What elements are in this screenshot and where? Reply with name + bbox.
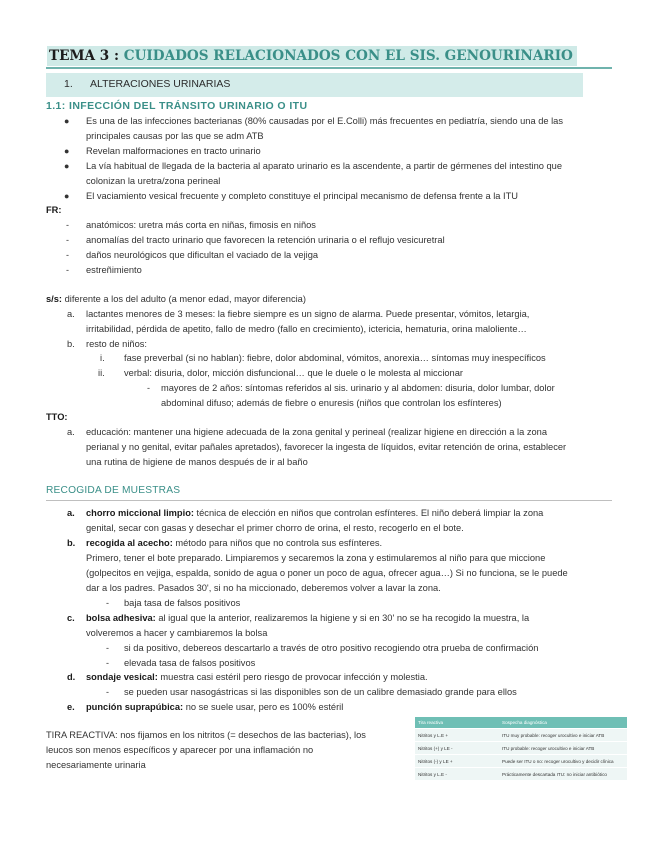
list-marker: c. [67, 613, 75, 623]
recogida-d-dash: se pueden usar nasogástricas si las disponibles son de un calibre demasiado grande para ellos [124, 687, 517, 697]
table-cell: Nitritos y L.E + [415, 729, 499, 742]
dash-marker: - [66, 265, 69, 275]
recogida-d-term: sondaje vesical: [86, 672, 158, 682]
dash-marker: - [66, 250, 69, 260]
bullet-text: colonizan la uretra/zona perineal [86, 176, 221, 186]
bullet-text: Es una de las infecciones bacterianas (80% causadas por el E.Colli) más frecuentes en pediatría, siendo una de las [86, 116, 564, 126]
section-label: ALTERACIONES URINARIAS [90, 78, 231, 90]
table-cell: Nitritos (-) y LE + [415, 755, 499, 768]
fr-item: anatómicos: uretra más corta en niñas, fimosis en niños [86, 220, 316, 230]
recogida-c-dash: elevada tasa de falsos positivos [124, 658, 256, 668]
recogida-c-text: volveremos a hacer y cambiaremos la bolsa [86, 628, 268, 638]
table-header-row [415, 717, 627, 729]
list-marker: e. [67, 702, 75, 712]
ss-a-text: irritabilidad, pérdida de apetito, fallo de medro (fallo en crecimiento), ictericia, hematuria, orina maloliente… [86, 324, 527, 334]
recogida-a-desc: técnica de elección en niños que controlan esfínteres. El niño deberá limpiar la zona [193, 508, 544, 518]
ss-label: s/s: [46, 294, 63, 304]
table-cell: Prácticamente descartada ITU: no iniciar antibiótico [499, 768, 627, 781]
tto-text: perianal y no genital, evitar pañales apretados), favorecer la ingesta de líquidos, evitar retención de orina, establecer [86, 442, 567, 452]
recogida-heading: RECOGIDA DE MUESTRAS [46, 485, 181, 496]
bullet-dot: ● [64, 116, 70, 126]
tto-label: TTO: [46, 412, 68, 422]
list-marker: ii. [98, 368, 105, 378]
table-row [415, 742, 627, 755]
dash-marker: - [106, 658, 109, 668]
table-header-cell: Sospecha diagnóstica [499, 717, 627, 729]
recogida-b-text: (golpecitos en vejiga, espalda, sonido de agua o poner un poco de agua, ofrecer agua…) Si no funciona, se le puede [86, 568, 568, 578]
dash-marker: - [147, 383, 150, 393]
dash-marker: - [66, 220, 69, 230]
table-cell: ITU probable: recoger urocultivo e iniciar ATB [499, 742, 627, 755]
tto-text: una rutina de higiene de manos después de ir al baño [86, 457, 308, 467]
subsection-heading: 1.1: INFECCIÓN DEL TRÁNSITO URINARIO O ITU [46, 100, 308, 112]
recogida-b-dash: baja tasa de falsos positivos [124, 598, 241, 608]
tto-text: educación: mantener una higiene adecuada de la zona genital y perineal (realizar higiene en dirección a la zona [86, 427, 548, 437]
recogida-c-dash: si da positivo, debereos descartarlo a través de otro positivo recogiendo otra prueba de confirmación [124, 643, 539, 653]
table-row [415, 729, 627, 742]
divider [46, 500, 612, 501]
table-cell: Nitritos (+) y LE - [415, 742, 499, 755]
recogida-b-text: Primero, tener el bote preparado. Limpiaremos y secaremos la zona y estimularemos al niño para que miccione [86, 553, 546, 563]
table-row [415, 755, 627, 768]
recogida-e-text [86, 700, 343, 715]
bullet-dot: ● [64, 146, 70, 156]
fr-item: estreñimiento [86, 265, 142, 275]
tira-reactiva-table [415, 717, 627, 780]
ss-i-text: fase preverbal (si no hablan): fiebre, dolor abdominal, vómitos, anorexia… síntomas muy inespecíficos [124, 353, 546, 363]
dash-marker: - [106, 643, 109, 653]
recogida-c-desc: al igual que la anterior, realizaremos la higiene y si en 30' no se ha recogido la muestra, la [155, 613, 530, 623]
recogida-e-term: punción suprapúbica: [86, 702, 184, 712]
list-marker: a. [67, 508, 75, 518]
table-header-cell: Tira reactiva [415, 717, 499, 729]
dash-marker: - [106, 687, 109, 697]
bullet-text: La vía habitual de llegada de la bacteria al aparato urinario es la ascendente, a partir de gérmenes del intestino que [86, 161, 563, 171]
title-highlight [47, 46, 577, 66]
ss-line [46, 292, 306, 307]
recogida-b-desc: método para niños que no controla sus esfínteres. [172, 538, 383, 548]
ss-sub-text: abdominal difuso; además de fiebre o enuresis (niños que controlan los esfínteres) [161, 398, 502, 408]
list-marker: d. [67, 672, 76, 682]
table-row [415, 768, 627, 781]
page-title [46, 44, 612, 69]
table-cell: Nitritos y L.E - [415, 768, 499, 781]
title-prefix: TEMA 3 : [49, 48, 120, 64]
list-marker: i. [100, 353, 105, 363]
ss-ii-text: verbal: disuria, dolor, micción disfuncional… que le duele o le molesta al miccionar [124, 368, 463, 378]
recogida-b-term: recogida al acecho: [86, 538, 173, 548]
ss-b-text: resto de niños: [86, 339, 147, 349]
recogida-a-term: chorro miccional limpio: [86, 508, 194, 518]
fr-item: anomalías del tracto urinario que favorecen la retención urinaria o el reflujo vesicuretral [86, 235, 445, 245]
fr-label: FR: [46, 205, 62, 215]
section-number: 1. [64, 78, 73, 90]
dash-marker: - [66, 235, 69, 245]
title-text: CUIDADOS RELACIONADOS CON EL SIS. GENOURINARIO [123, 48, 573, 64]
list-marker: a. [67, 427, 75, 437]
recogida-d-text [86, 670, 428, 685]
ss-intro: diferente a los del adulto (a menor edad, mayor diferencia) [62, 294, 306, 304]
list-marker: b. [67, 339, 75, 349]
recogida-a-text: genital, secar con gasas y desechar el primer chorro de orina, el resto, recogerlo en el bote. [86, 523, 464, 533]
list-marker: b. [67, 538, 76, 548]
bullet-dot: ● [64, 191, 70, 201]
recogida-b-text [86, 536, 382, 551]
bullet-text: Revelan malformaciones en tracto urinario [86, 146, 261, 156]
table-cell: ITU muy probable: recoger urocultivo e iniciar ATB [499, 729, 627, 742]
ss-a-text: lactantes menores de 3 meses: la fiebre siempre es un signo de alarma. Puede presentar, vómitos, letargia, [86, 309, 530, 319]
list-marker: a. [67, 309, 75, 319]
tira-text: leucos son menos específicos y aparecer por una inflamación no [46, 745, 314, 755]
bullet-dot: ● [64, 161, 70, 171]
table-cell: Puede ser ITU o no: recoger urocultivo y decidir clínica [499, 755, 627, 768]
fr-item: daños neurológicos que dificultan el vaciado de la vejiga [86, 250, 319, 260]
recogida-c-text [86, 611, 529, 626]
ss-sub-text: mayores de 2 años: síntomas referidos al sis. urinario y al abdomen: disuria, dolor lumbar, dolor [161, 383, 555, 393]
bullet-text: El vaciamiento vesical frecuente y completo constituye el principal mecanismo de defensa frente a la ITU [86, 191, 519, 201]
recogida-a-text [86, 506, 543, 521]
recogida-d-desc: muestra casi estéril pero riesgo de provocar infección y molestia. [157, 672, 428, 682]
dash-marker: - [106, 598, 109, 608]
section-header [46, 73, 583, 97]
recogida-c-term: bolsa adhesiva: [86, 613, 156, 623]
tira-text: TIRA REACTIVA: nos fijamos en los nitritos (= desechos de las bacterias), los [46, 730, 366, 740]
recogida-e-desc: no se suele usar, pero es 100% estéril [183, 702, 344, 712]
recogida-b-text: dar a los padres. Pasados 30', si no ha miccionado, deberemos volver a lavar la zona. [86, 583, 441, 593]
bullet-text: principales causas por las que se adm ATB [86, 131, 264, 141]
tira-text: necesariamente urinaria [46, 760, 146, 770]
